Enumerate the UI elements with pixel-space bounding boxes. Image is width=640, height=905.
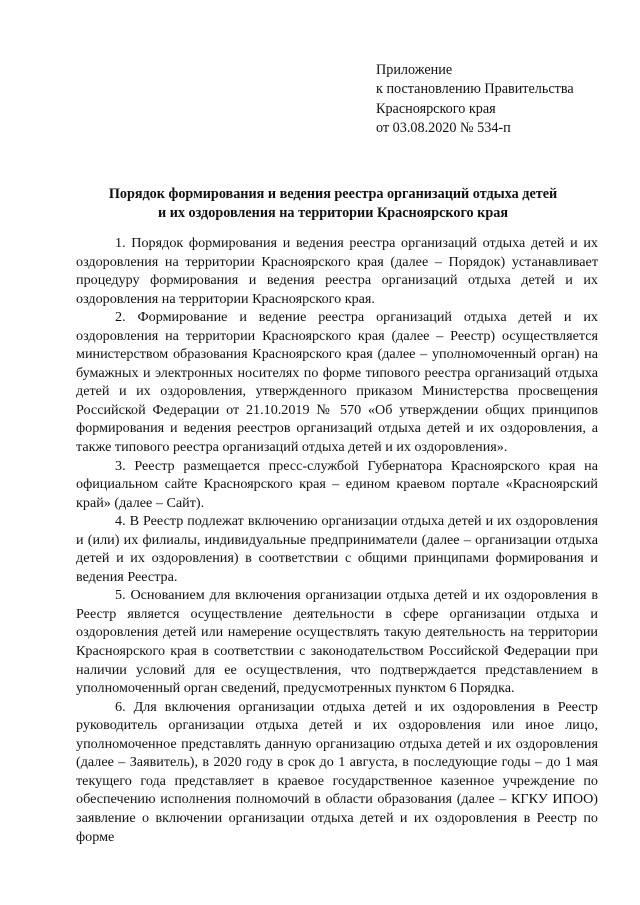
paragraph-2: 2. Формирование и ведение реестра организаций отдыха детей и их оздоровления на территории Красноярского края (далее – Реестр) осуществляется министерством образования Красноярского края (далее – уполномоченный орган) на бумажных и электронных носителях по форме типового реестра организаций отдыха детей и их оздоровления, утвержденного приказом Министерства просвещения Российской Федерации от 21.10.2019 № 570 «Об утверждении общих принципов формирования и ведения реестров организаций отдыха детей и их оздоровления, а также типового реестра организаций отдыха детей и их оздоровления». <box>76 309 598 456</box>
paragraph-3: 3. Реестр размещается пресс-службой Губернатора Красноярского края на официальном сайте Красноярского края – едином краевом портале «Красноярский край» (далее – Сайт). <box>76 457 598 511</box>
appendix-line-2: к постановлению Правительства <box>376 81 574 98</box>
title-line-1: Порядок формирования и ведения реестра организаций отдыха детей <box>108 186 558 202</box>
appendix-line-3: Красноярского края <box>376 100 496 117</box>
paragraph-4: 4. В Реестр подлежат включению организации отдыха детей и их оздоровления и (или) их филиалы, индивидуальные предприниматели (далее – организации отдыха детей и их оздоровления) в соответствии с общими принципами формирования и ведения Реестра. <box>76 513 598 585</box>
paragraph-1: 1. Порядок формирования и ведения реестра организаций отдыха детей и их оздоровления на территории Красноярского края (далее – Порядок) устанавливает процедуру формирования и ведения реестра организаций отдыха детей и их оздоровления на территории Красноярского края. <box>76 235 598 307</box>
appendix-header <box>376 61 626 138</box>
title-line-2: и их оздоровления на территории Красноярского края <box>157 204 509 221</box>
document-body <box>76 234 598 846</box>
appendix-line-4: от 03.08.2020 № 534-п <box>376 119 511 136</box>
appendix-line-1: Приложение <box>376 62 453 78</box>
document-title <box>66 185 600 222</box>
paragraph-5: 5. Основанием для включения организации отдыха детей и их оздоровления в Реестр является осуществление деятельности в сфере организации отдыха и оздоровления детей или намерение осуществлять такую деятельность на территории Красноярского края в соответствии с законодательством Российской Федерации при наличии условий для ее осуществления, что подтверждается представлением в уполномоченный орган сведений, предусмотренных пунктом 6 Порядка. <box>76 587 598 697</box>
paragraph-6: 6. Для включения организации отдыха детей и их оздоровления в Реестр руководитель организации отдыха детей и их оздоровления или иное лицо, уполномоченное представлять данную организацию отдыха детей и их оздоровления (далее – Заявитель), в 2020 году в срок до 1 августа, в последующие годы – до 1 мая текущего года представляет в краевое государственное казенное учреждение по обеспечению исполнения полномочий в области образования (далее – КГКУ ИПОО) заявление о включении организации отдыха детей и их оздоровления в Реестр по форме <box>76 698 598 845</box>
